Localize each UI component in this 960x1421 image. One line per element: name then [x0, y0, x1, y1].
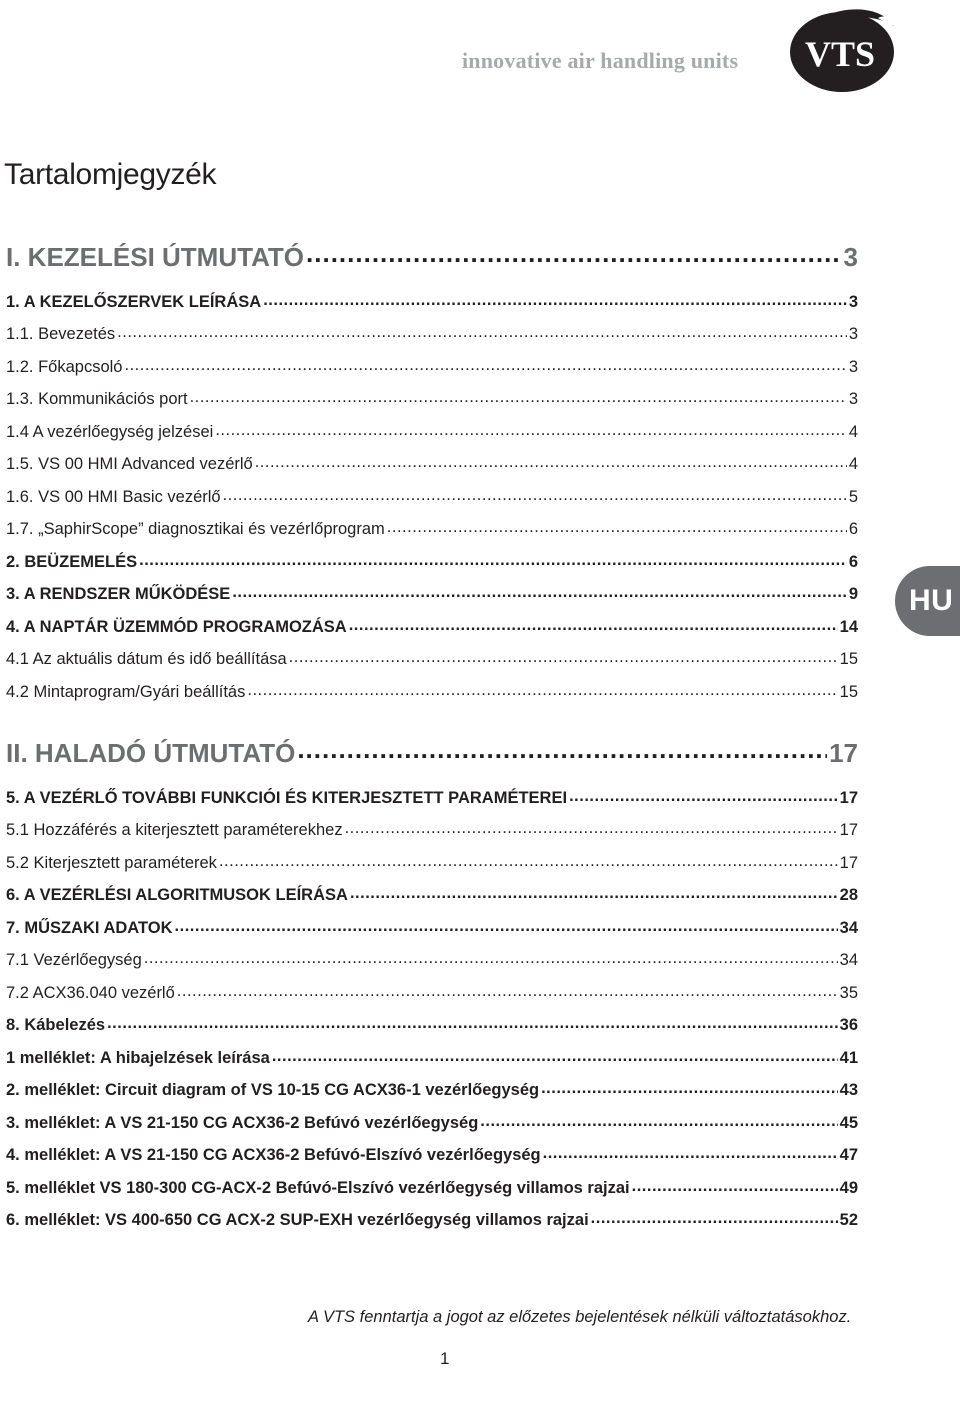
toc-entry[interactable] [6, 1013, 858, 1035]
toc-leader-dots [306, 240, 842, 266]
toc-entry[interactable] [6, 615, 858, 637]
toc-entry[interactable] [6, 322, 858, 344]
toc-leader-dots [297, 736, 827, 762]
toc-entry[interactable] [6, 916, 858, 938]
toc-entry-label: 1.4 A vezérlőegység jelzései [6, 422, 214, 441]
toc-entry-page: 17 [839, 853, 858, 872]
toc-entry-page: 3 [843, 242, 858, 272]
toc-entry-page: 3 [848, 389, 858, 408]
toc-leader-dots [569, 786, 838, 803]
toc-entry-page: 6 [848, 552, 858, 571]
toc-entry-page: 34 [839, 918, 858, 937]
vts-logo-text: VTS [804, 34, 876, 74]
toc-entry[interactable] [6, 1078, 858, 1100]
toc-entry-label: 7. MŰSZAKI ADATOK [6, 918, 173, 937]
toc-entry[interactable] [6, 1046, 858, 1068]
toc-entry[interactable] [6, 981, 858, 1003]
toc-entry[interactable] [6, 517, 858, 539]
toc-entry[interactable] [6, 582, 858, 604]
toc-entry-label: 1.2. Főkapcsoló [6, 357, 123, 376]
toc-leader-dots [177, 981, 838, 998]
toc-entry-page: 4 [848, 422, 858, 441]
toc-entry-label: 1 melléklet: A hibajelzések leírása [6, 1048, 270, 1067]
toc-entry-page: 43 [839, 1080, 858, 1099]
toc-leader-dots [144, 948, 838, 965]
toc-entry-page: 5 [848, 487, 858, 506]
toc-leader-dots [190, 387, 847, 404]
toc-entry-label: 4. A NAPTÁR ÜZEMMÓD PROGRAMOZÁSA [6, 617, 347, 636]
toc-leader-dots [124, 355, 846, 372]
toc-entry-label: 6. melléklet: VS 400-650 CG ACX-2 SUP-EXH vezérlőegység villamos rajzai [6, 1210, 589, 1229]
toc-entry-label: II. HALADÓ ÚTMUTATÓ [6, 738, 296, 768]
toc-leader-dots [387, 517, 847, 534]
toc-entry-page: 15 [839, 649, 858, 668]
toc-entry-label: I. KEZELÉSI ÚTMUTATÓ [6, 242, 305, 272]
toc-leader-dots [215, 420, 847, 437]
toc-entry-page: 15 [839, 682, 858, 701]
vts-logo [782, 4, 900, 96]
toc-entry-page: 41 [839, 1048, 858, 1067]
toc-entry[interactable] [6, 550, 858, 572]
toc-entry-label: 3. A RENDSZER MŰKÖDÉSE [6, 584, 231, 603]
toc-entry-page: 17 [839, 788, 858, 807]
toc-entry[interactable] [6, 420, 858, 442]
toc-entry-label: 1.7. „SaphirScope” diagnosztikai és vezérlőprogram [6, 519, 385, 538]
toc-entry-page: 49 [839, 1178, 858, 1197]
page-title: Tartalomjegyzék [4, 158, 217, 191]
toc-entry[interactable] [6, 948, 858, 970]
toc-entry-label: 4. melléklet: A VS 21-150 CG ACX36-2 Befúvó-Elszívó vezérlőegység [6, 1145, 541, 1164]
toc-entry-label: 4.2 Mintaprogram/Gyári beállítás [6, 682, 246, 701]
toc-entry-page: 35 [839, 983, 858, 1002]
toc-entry[interactable] [6, 736, 858, 769]
toc-entry-label: 4.1 Az aktuális dátum és idő beállítása [6, 649, 287, 668]
toc-entry-page: 14 [839, 617, 858, 636]
toc-entry-label: 1.5. VS 00 HMI Advanced vezérlő [6, 454, 253, 473]
toc-entry-label: 5.2 Kiterjesztett paraméterek [6, 853, 217, 872]
toc-entry-label: 7.2 ACX36.040 vezérlő [6, 983, 175, 1002]
toc-leader-dots [107, 1013, 838, 1030]
toc-entry-label: 1. A KEZELŐSZERVEK LEÍRÁSA [6, 292, 262, 311]
toc-entry[interactable] [6, 1176, 858, 1198]
toc-entry-label: 5. melléklet VS 180-300 CG-ACX-2 Befúvó-Elszívó vezérlőegység villamos rajzai [6, 1178, 630, 1197]
toc-entry-label: 6. A VEZÉRLÉSI ALGORITMUSOK LEÍRÁSA [6, 885, 348, 904]
toc-entry-label: 1.3. Kommunikációs port [6, 389, 188, 408]
toc-entry-label: 5. A VEZÉRLŐ TOVÁBBI FUNKCIÓI ÉS KITERJESZTETT PARAMÉTEREI [6, 788, 568, 807]
toc-entry[interactable] [6, 1111, 858, 1133]
toc-entry-label: 2. BEÜZEMELÉS [6, 552, 138, 571]
toc-entry-page: 47 [839, 1145, 858, 1164]
page-number: 1 [440, 1349, 450, 1368]
toc-leader-dots [591, 1208, 838, 1225]
toc-leader-dots [349, 615, 838, 632]
toc-entry[interactable] [6, 883, 858, 905]
toc-entry-page: 9 [848, 584, 858, 603]
toc-entry-page: 34 [839, 950, 858, 969]
toc-leader-dots [247, 680, 837, 697]
toc-leader-dots [632, 1176, 838, 1193]
toc-entry[interactable] [6, 680, 858, 702]
toc-entry[interactable] [6, 1143, 858, 1165]
toc-leader-dots [175, 916, 838, 933]
toc-leader-dots [272, 1046, 838, 1063]
toc-entry-label: 8. Kábelezés [6, 1015, 106, 1034]
toc-entry-page: 6 [848, 519, 858, 538]
toc-entry-page: 3 [848, 357, 858, 376]
toc-entry[interactable] [6, 240, 858, 273]
toc-entry-page: 3 [848, 292, 858, 311]
toc-entry[interactable] [6, 485, 858, 507]
toc-leader-dots [223, 485, 847, 502]
toc-entry-label: 7.1 Vezérlőegység [6, 950, 142, 969]
toc-entry-page: 3 [848, 324, 858, 343]
toc-leader-dots [232, 582, 847, 599]
toc-entry[interactable] [6, 452, 858, 474]
toc-entry-page: 17 [839, 820, 858, 839]
language-tab: HU [895, 566, 960, 636]
toc-leader-dots [350, 883, 838, 900]
toc-leader-dots [255, 452, 847, 469]
toc-entry[interactable] [6, 818, 858, 840]
toc-entry-label: 1.1. Bevezetés [6, 324, 116, 343]
toc-entry-label: 3. melléklet: A VS 21-150 CG ACX36-2 Befúvó vezérlőegység [6, 1113, 479, 1132]
toc-leader-dots [543, 1143, 838, 1160]
toc-entry-page: 52 [839, 1210, 858, 1229]
footer-note: A VTS fenntartja a jogot az előzetes bejelentések nélküli változtatásokhoz. [308, 1308, 852, 1326]
toc-entry-page: 4 [848, 454, 858, 473]
toc-entry-label: 1.6. VS 00 HMI Basic vezérlő [6, 487, 221, 506]
toc-entry-page: 45 [839, 1113, 858, 1132]
toc-entry-page: 36 [839, 1015, 858, 1034]
toc-leader-dots [541, 1078, 838, 1095]
toc-entry-label: 2. melléklet: Circuit diagram of VS 10-15 CG ACX36-1 vezérlőegység [6, 1080, 540, 1099]
toc-entry[interactable] [6, 1208, 858, 1230]
toc-entry[interactable] [6, 355, 858, 377]
toc-leader-dots [117, 322, 847, 339]
toc-entry-page: 17 [829, 738, 858, 768]
header-tagline: innovative air handling units [462, 48, 739, 73]
toc-leader-dots [480, 1111, 837, 1128]
toc-entry[interactable] [6, 387, 858, 409]
toc-entry-label: 5.1 Hozzáférés a kiterjesztett paraméterekhez [6, 820, 343, 839]
toc-entry[interactable] [6, 647, 858, 669]
toc-leader-dots [139, 550, 847, 567]
toc-leader-dots [345, 818, 838, 835]
toc-leader-dots [289, 647, 838, 664]
toc-leader-dots [219, 851, 838, 868]
toc-leader-dots [263, 290, 847, 307]
toc-entry[interactable] [6, 290, 858, 312]
toc-entry[interactable] [6, 786, 858, 808]
toc-entry-page: 28 [839, 885, 858, 904]
toc-entry[interactable] [6, 851, 858, 873]
